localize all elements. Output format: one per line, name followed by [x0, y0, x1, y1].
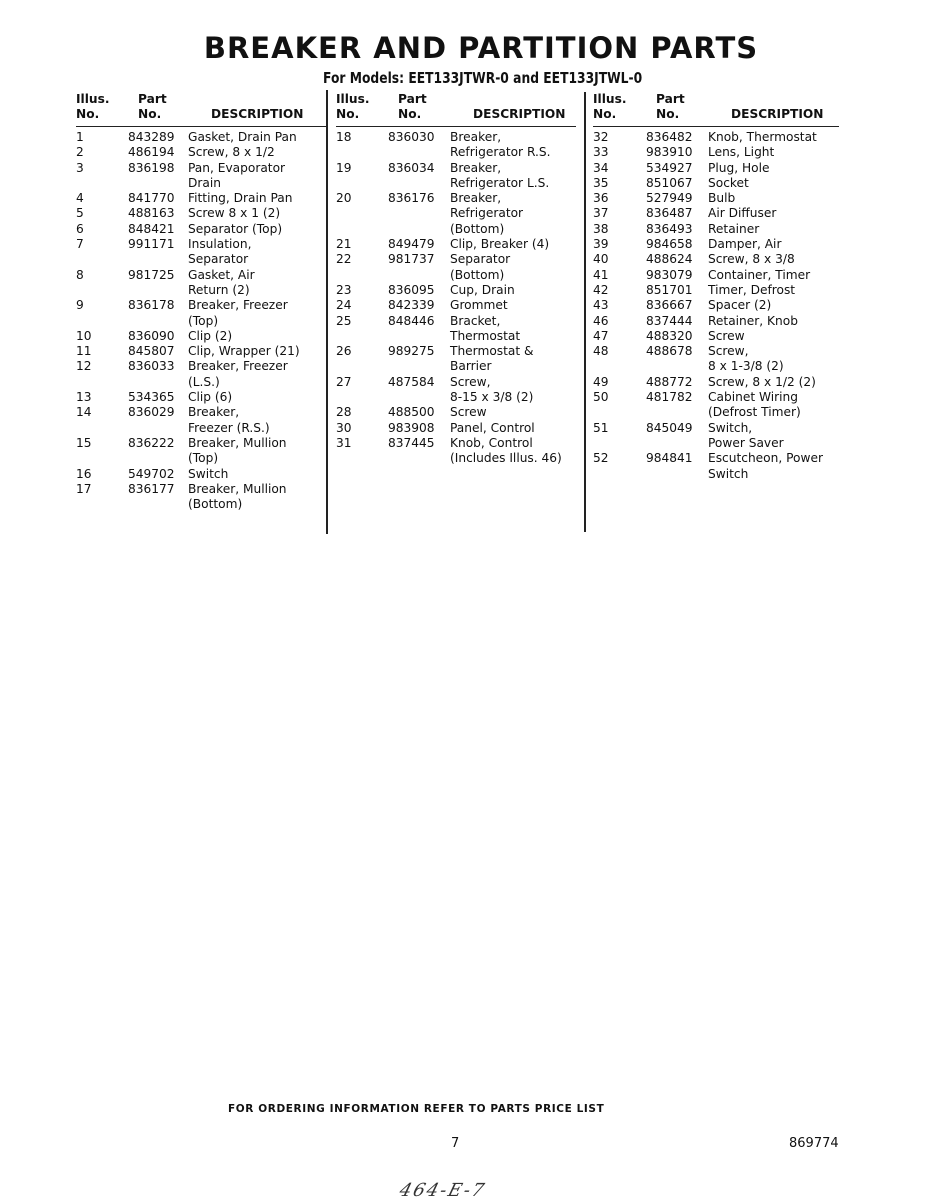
header-part-no: Part No.	[138, 92, 167, 121]
part-description: Breaker, Refrigerator (Bottom)	[450, 191, 524, 236]
illus-number: 34	[593, 160, 609, 175]
table-row	[336, 344, 576, 375]
part-number: 837444	[646, 313, 693, 328]
part-description: Timer, Defrost	[708, 282, 796, 297]
table-row	[76, 237, 326, 268]
part-number: 836198	[128, 160, 175, 175]
part-description: Breaker, Freezer (L.S.)	[188, 359, 288, 389]
table-row	[593, 451, 839, 482]
header-illus-no: Illus. No.	[336, 92, 370, 121]
header-part-no: Part No.	[398, 92, 427, 121]
part-number: 481782	[646, 390, 693, 405]
table-row	[593, 206, 839, 221]
part-number: 843289	[128, 130, 175, 144]
column-header	[76, 92, 326, 127]
part-number: 836177	[128, 481, 175, 496]
part-number: 534365	[128, 390, 175, 405]
illus-number: 37	[593, 206, 609, 221]
page-number: 7	[451, 1136, 460, 1151]
illus-number: 2	[76, 145, 84, 160]
part-description: Retainer, Knob	[708, 313, 798, 328]
illus-number: 27	[336, 374, 352, 389]
part-number: 836029	[128, 405, 175, 420]
illus-number: 38	[593, 221, 609, 236]
table-row	[336, 421, 576, 436]
part-number: 488772	[646, 374, 693, 389]
part-number: 487584	[388, 374, 435, 389]
table-row	[76, 405, 326, 436]
table-row	[76, 359, 326, 390]
illus-number: 22	[336, 252, 352, 267]
illus-number: 49	[593, 374, 609, 389]
table-row	[593, 222, 839, 237]
table-row	[336, 405, 576, 420]
table-row	[336, 191, 576, 237]
part-description: Knob, Control (Includes Illus. 46)	[450, 435, 562, 466]
illus-number: 1	[76, 130, 84, 144]
part-number: 486194	[128, 145, 175, 160]
illus-number: 3	[76, 160, 84, 175]
part-number: 534927	[646, 160, 693, 175]
part-description: Socket	[708, 175, 749, 190]
illus-number: 4	[76, 191, 84, 206]
table-row	[76, 436, 326, 467]
part-description: Screw	[450, 405, 487, 420]
part-number: 848421	[128, 221, 175, 236]
illus-number: 10	[76, 328, 92, 343]
part-description: Separator (Top)	[188, 221, 283, 236]
illus-number: 52	[593, 451, 609, 466]
illus-number: 21	[336, 237, 352, 252]
illus-number: 24	[336, 298, 352, 313]
column-divider	[584, 92, 586, 532]
part-description: Screw, 8 x 1/2 (2)	[708, 374, 816, 389]
part-description: Screw, 8 x 1-3/8 (2)	[708, 344, 784, 374]
illus-number: 50	[593, 390, 609, 405]
header-description: DESCRIPTION	[473, 107, 566, 121]
illus-number: 23	[336, 282, 352, 297]
part-number: 836222	[128, 435, 175, 450]
part-number: 984658	[646, 237, 693, 252]
illus-number: 43	[593, 298, 609, 313]
part-description: Pan, Evaporator Drain	[188, 160, 286, 190]
part-number: 836090	[128, 328, 175, 343]
part-description: Air Diffuser	[708, 206, 777, 221]
part-number: 842339	[388, 298, 435, 313]
page-title: BREAKER AND PARTITION PARTS	[203, 31, 759, 65]
illus-number: 30	[336, 420, 352, 435]
table-row	[593, 268, 839, 283]
part-description: Separator (Bottom)	[450, 252, 511, 282]
illus-number: 11	[76, 344, 92, 359]
table-row	[593, 298, 839, 313]
table-row	[76, 329, 326, 344]
illus-number: 16	[76, 466, 92, 481]
table-row	[76, 130, 326, 145]
part-description: Bracket, Thermostat	[450, 313, 521, 343]
part-number: 845807	[128, 344, 175, 359]
parts-column-3	[593, 92, 839, 482]
illus-number: 48	[593, 344, 609, 359]
column-header	[336, 92, 576, 127]
illus-number: 40	[593, 252, 609, 267]
part-number: 981725	[128, 267, 175, 282]
table-row	[593, 176, 839, 191]
illus-number: 8	[76, 267, 84, 282]
illus-number: 12	[76, 359, 92, 374]
illus-number: 13	[76, 390, 92, 405]
illus-number: 18	[336, 130, 352, 144]
illus-number: 42	[593, 282, 609, 297]
part-description: Clip, Wrapper (21)	[188, 344, 300, 359]
illus-number: 17	[76, 481, 92, 496]
illus-number: 25	[336, 313, 352, 328]
part-number: 841770	[128, 191, 175, 206]
part-number: 991171	[128, 237, 175, 252]
illus-number: 7	[76, 237, 84, 252]
table-row	[76, 298, 326, 329]
part-number: 983908	[388, 420, 435, 435]
part-number: 836178	[128, 298, 175, 313]
models-subtitle: For Models: EET133JTWR-0 and EET133JTWL-0	[323, 69, 643, 87]
illus-number: 35	[593, 175, 609, 190]
table-row	[336, 314, 576, 345]
part-number: 849479	[388, 237, 435, 252]
part-number: 488624	[646, 252, 693, 267]
table-row	[593, 191, 839, 206]
table-row	[76, 222, 326, 237]
part-description: Damper, Air	[708, 237, 782, 252]
parts-column-1	[76, 92, 326, 512]
part-description: Retainer	[708, 221, 760, 236]
table-row	[593, 145, 839, 160]
table-row	[593, 390, 839, 421]
table-row	[336, 130, 576, 161]
part-description: Knob, Thermostat	[708, 130, 817, 144]
header-description: DESCRIPTION	[211, 107, 304, 121]
part-description: Breaker, Refrigerator R.S.	[450, 130, 551, 160]
handwritten-note: 464-E-7	[397, 1180, 489, 1201]
part-number: 983079	[646, 267, 693, 282]
part-number: 836493	[646, 221, 693, 236]
illus-number: 9	[76, 298, 84, 313]
table-row	[593, 283, 839, 298]
part-description: Screw	[708, 328, 745, 343]
illus-number: 26	[336, 344, 352, 359]
table-row	[336, 283, 576, 298]
part-description: Screw, 8-15 x 3/8 (2)	[450, 374, 534, 405]
part-description: Clip (6)	[188, 390, 233, 405]
table-row	[336, 375, 576, 406]
part-number: 527949	[646, 191, 693, 206]
part-number: 848446	[388, 313, 435, 328]
table-row	[76, 206, 326, 221]
table-row	[76, 390, 326, 405]
illus-number: 41	[593, 267, 609, 282]
part-description: Breaker, Freezer (R.S.)	[188, 405, 270, 435]
part-description: Panel, Control	[450, 420, 535, 435]
part-description: Plug, Hole	[708, 160, 770, 175]
part-number: 836482	[646, 130, 693, 144]
part-description: Clip (2)	[188, 328, 233, 343]
table-row	[593, 344, 839, 375]
part-description: Fitting, Drain Pan	[188, 191, 293, 206]
table-row	[593, 237, 839, 252]
part-description: Container, Timer	[708, 267, 811, 282]
table-row	[336, 252, 576, 283]
part-description: Lens, Light	[708, 145, 775, 160]
part-number: 549702	[128, 466, 175, 481]
illus-number: 14	[76, 405, 92, 420]
part-description: Breaker, Freezer (Top)	[188, 298, 288, 328]
part-description: Screw, 8 x 3/8	[708, 252, 795, 267]
parts-column-2	[336, 92, 576, 467]
part-description: Gasket, Drain Pan	[188, 130, 297, 144]
column-divider	[326, 90, 328, 534]
table-row	[336, 436, 576, 467]
part-description: Switch, Power Saver	[708, 420, 784, 450]
part-number: 981737	[388, 252, 435, 267]
part-description: Screw 8 x 1 (2)	[188, 206, 281, 221]
table-row	[76, 161, 326, 192]
illus-number: 32	[593, 130, 609, 144]
part-description: Switch	[188, 466, 229, 481]
part-number: 836034	[388, 160, 435, 175]
table-row	[336, 237, 576, 252]
part-number: 488678	[646, 344, 693, 359]
part-description: Grommet	[450, 298, 508, 313]
table-row	[76, 268, 326, 299]
part-number: 845049	[646, 420, 693, 435]
part-description: Breaker, Refrigerator L.S.	[450, 160, 550, 190]
illus-number: 39	[593, 237, 609, 252]
table-row	[336, 298, 576, 313]
part-number: 836033	[128, 359, 175, 374]
table-row	[593, 161, 839, 176]
part-number: 488500	[388, 405, 435, 420]
part-description: Spacer (2)	[708, 298, 772, 313]
table-row	[76, 467, 326, 482]
part-description: Cabinet Wiring (Defrost Timer)	[708, 390, 801, 420]
part-number: 989275	[388, 344, 435, 359]
part-number: 851701	[646, 282, 693, 297]
illus-number: 5	[76, 206, 84, 221]
illus-number: 47	[593, 328, 609, 343]
part-number: 851067	[646, 175, 693, 190]
part-number: 836030	[388, 130, 435, 144]
table-row	[593, 314, 839, 329]
part-description: Insulation, Separator	[188, 237, 252, 267]
illus-number: 51	[593, 420, 609, 435]
table-row	[593, 421, 839, 452]
part-number: 983910	[646, 145, 693, 160]
part-description: Escutcheon, Power Switch	[708, 451, 823, 481]
part-number: 836667	[646, 298, 693, 313]
table-row	[593, 252, 839, 267]
part-number: 836176	[388, 191, 435, 206]
header-part-no: Part No.	[656, 92, 685, 121]
illus-number: 36	[593, 191, 609, 206]
illus-number: 20	[336, 191, 352, 206]
document-number: 869774	[789, 1136, 839, 1151]
part-description: Breaker, Mullion (Top)	[188, 435, 287, 466]
table-row	[593, 329, 839, 344]
header-description: DESCRIPTION	[731, 107, 824, 121]
part-description: Screw, 8 x 1/2	[188, 145, 275, 160]
illus-number: 28	[336, 405, 352, 420]
illus-number: 46	[593, 313, 609, 328]
part-number: 488163	[128, 206, 175, 221]
illus-number: 19	[336, 160, 352, 175]
illus-number: 15	[76, 435, 92, 450]
table-row	[593, 130, 839, 145]
illus-number: 6	[76, 221, 84, 236]
part-description: Clip, Breaker (4)	[450, 237, 550, 252]
table-row	[76, 344, 326, 359]
part-number: 488320	[646, 328, 693, 343]
table-row	[76, 482, 326, 513]
table-row	[76, 145, 326, 160]
table-row	[76, 191, 326, 206]
table-row	[593, 375, 839, 390]
table-row	[336, 161, 576, 192]
header-illus-no: Illus. No.	[76, 92, 110, 121]
column-header	[593, 92, 839, 127]
illus-number: 31	[336, 435, 352, 450]
illus-number: 33	[593, 145, 609, 160]
part-number: 836487	[646, 206, 693, 221]
part-description: Gasket, Air Return (2)	[188, 267, 255, 297]
part-description: Thermostat & Barrier	[450, 344, 534, 374]
ordering-note: FOR ORDERING INFORMATION REFER TO PARTS PRICE LIST	[228, 1103, 605, 1115]
part-description: Cup, Drain	[450, 282, 515, 297]
part-number: 836095	[388, 282, 435, 297]
part-number: 984841	[646, 451, 693, 466]
header-illus-no: Illus. No.	[593, 92, 627, 121]
part-number: 837445	[388, 435, 435, 450]
part-description: Bulb	[708, 191, 736, 206]
part-description: Breaker, Mullion (Bottom)	[188, 481, 287, 512]
